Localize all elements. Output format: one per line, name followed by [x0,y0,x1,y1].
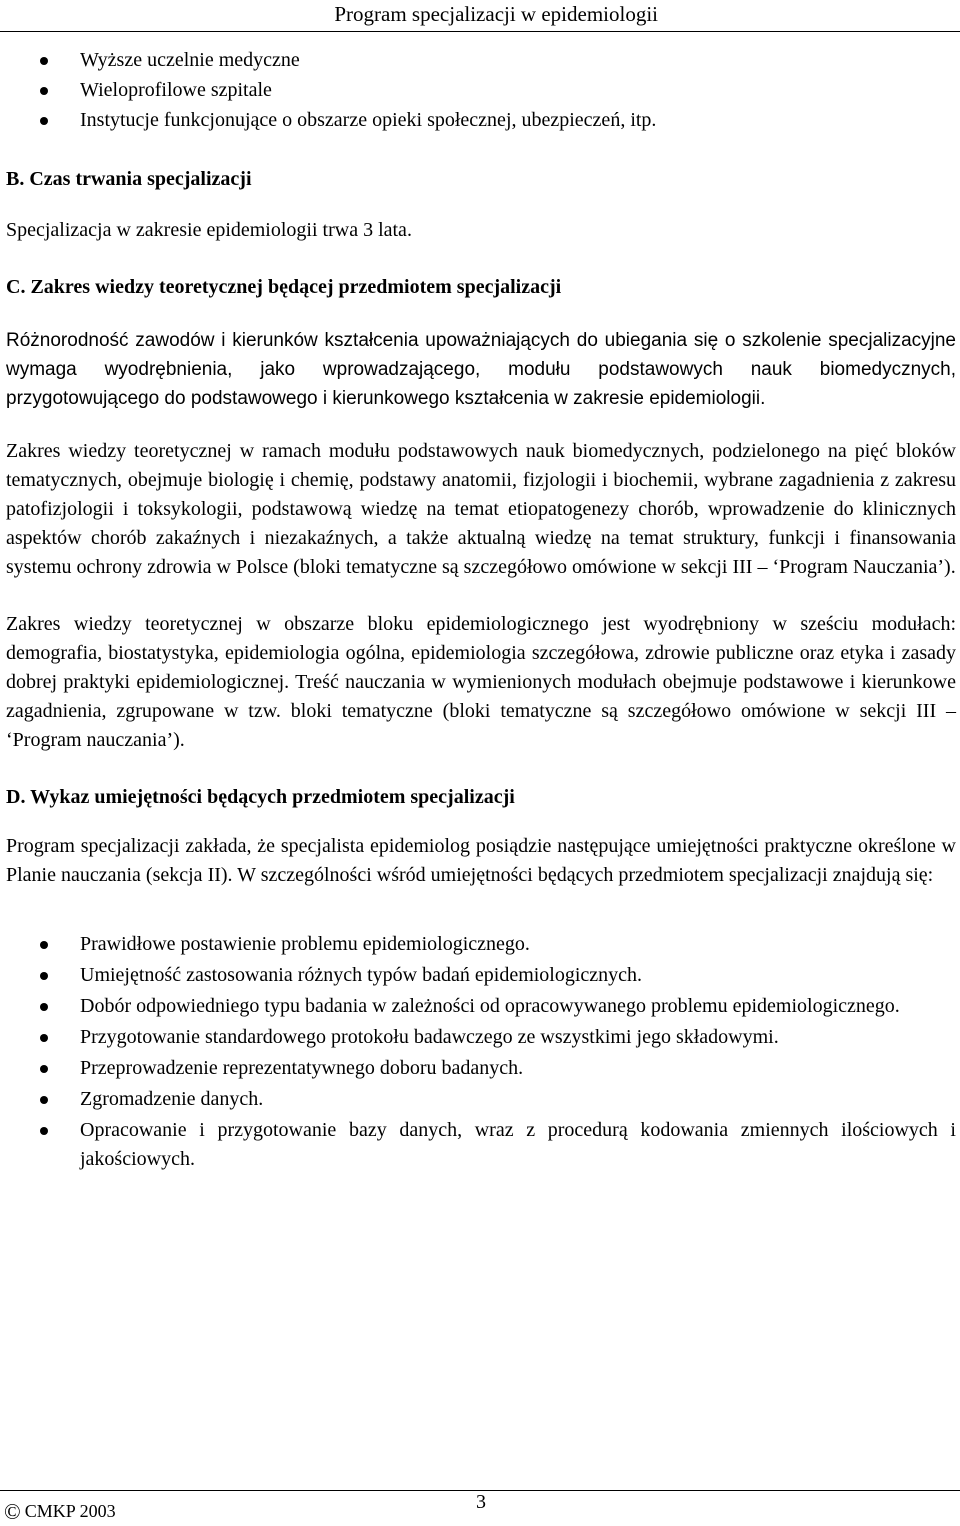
section-b-text: Specjalizacja w zakresie epidemiologii trwa 3 lata. [6,219,412,241]
skills-list [6,930,956,1174]
bullet-icon [40,1034,48,1042]
page-number: 3 [476,1491,486,1513]
bullet-icon [40,972,48,980]
section-c-paragraph-2: Zakres wiedzy teoretycznej w ramach modułu podstawowych nauk biomedycznych, podzielonego na pięć bloków tematycznych, obejmuje biologię i chemię, podstawy anatomii, fizjologii i biochemii, wybrane zagadnienia z zakresu patofizjologii i toksykologii, podstawową wiedzę na temat etiopatogenezy chorób, wprowadzenie do klinicznych aspektów chorób zakaźnych i niezakaźnych, a także aktualną wiedzę na temat struktury, funkcji i finansowania systemu ochrony zdrowia w Polsce (bloki tematyczne są szczegółowo omówione w sekcji III – ‘Program Nauczania’). [6,440,956,578]
list-item: Przeprowadzenie reprezentatywnego doboru badanych. [6,1054,956,1083]
section-d-heading: D. Wykaz umiejętności będących przedmiotem specjalizacji [6,786,515,808]
bullet-icon [40,1096,48,1104]
section-c-paragraph-1: Różnorodność zawodów i kierunków kształcenia upoważniających do ubiegania się o szkolenie specjalizacyjne wymaga wyodrębnienia, jako wprowadzającego, modułu podstawowych nauk biomedycznych, przygotowującego do podstawowego i kierunkowego kształcenia w zakresie epidemiologii. [6,330,956,409]
section-c-paragraph-3: Zakres wiedzy teoretycznej w obszarze bloku epidemiologicznego jest wyodrębniony w sześciu modułach: demografia, biostatystyka, epidemiologia ogólna, epidemiologia szczegółowa, zdrowie publiczne oraz etyka i zasady dobrej praktyki epidemiologicznej. Treść nauczania w wymienionych modułach obejmuje podstawowe i kierunkowe zagadnienia, zgrupowane w tzw. bloki tematyczne (bloki tematyczne są szczegółowo omówione w sekcji III – ‘Program nauczania’). [6,613,956,751]
section-b-heading: B. Czas trwania specjalizacji [6,168,252,190]
bullet-icon [40,87,48,95]
bullet-icon [40,1065,48,1073]
list-item: Wyższe uczelnie medyczne [6,46,956,75]
copyright-text: CMKP 2003 [24,1501,116,1521]
bullet-icon [40,941,48,949]
page-header [0,0,960,32]
section-d-intro: Program specjalizacji zakłada, że specjalista epidemiolog posiądzie następujące umiejętności praktyczne określone w Planie nauczania (sekcja II). W szczególności wśród umiejętności będących przedmiotem specjalizacji znajdują się: [6,835,956,886]
list-item: Zgromadzenie danych. [6,1085,956,1114]
bullet-icon [40,1127,48,1135]
list-item: Dobór odpowiedniego typu badania w zależności od opracowywanego problemu epidemiologicznego. [6,992,956,1021]
bullet-icon [40,117,48,125]
footer-copyright [4,1499,116,1525]
bullet-icon [40,57,48,65]
list-item: Prawidłowe postawienie problemu epidemiologicznego. [6,930,956,959]
list-item: Przygotowanie standardowego protokołu badawczego ze wszystkimi jego składowymi. [6,1023,956,1052]
list-item: Wieloprofilowe szpitale [6,76,956,105]
copyright-icon: © [4,1499,21,1524]
list-item: Umiejętność zastosowania różnych typów badań epidemiologicznych. [6,961,956,990]
header-title: Program specjalizacji w epidemiologii [334,2,658,26]
bullet-icon [40,1003,48,1011]
page-content [6,46,956,1174]
section-c-heading: C. Zakres wiedzy teoretycznej będącej przedmiotem specjalizacji [6,276,562,298]
list-item: Opracowanie i przygotowanie bazy danych, wraz z procedurą kodowania zmiennych ilościowych i jakościowych. [6,1116,956,1174]
institution-list [6,46,956,135]
page-footer [0,1490,960,1526]
list-item: Instytucje funkcjonujące o obszarze opieki społecznej, ubezpieczeń, itp. [6,106,956,135]
